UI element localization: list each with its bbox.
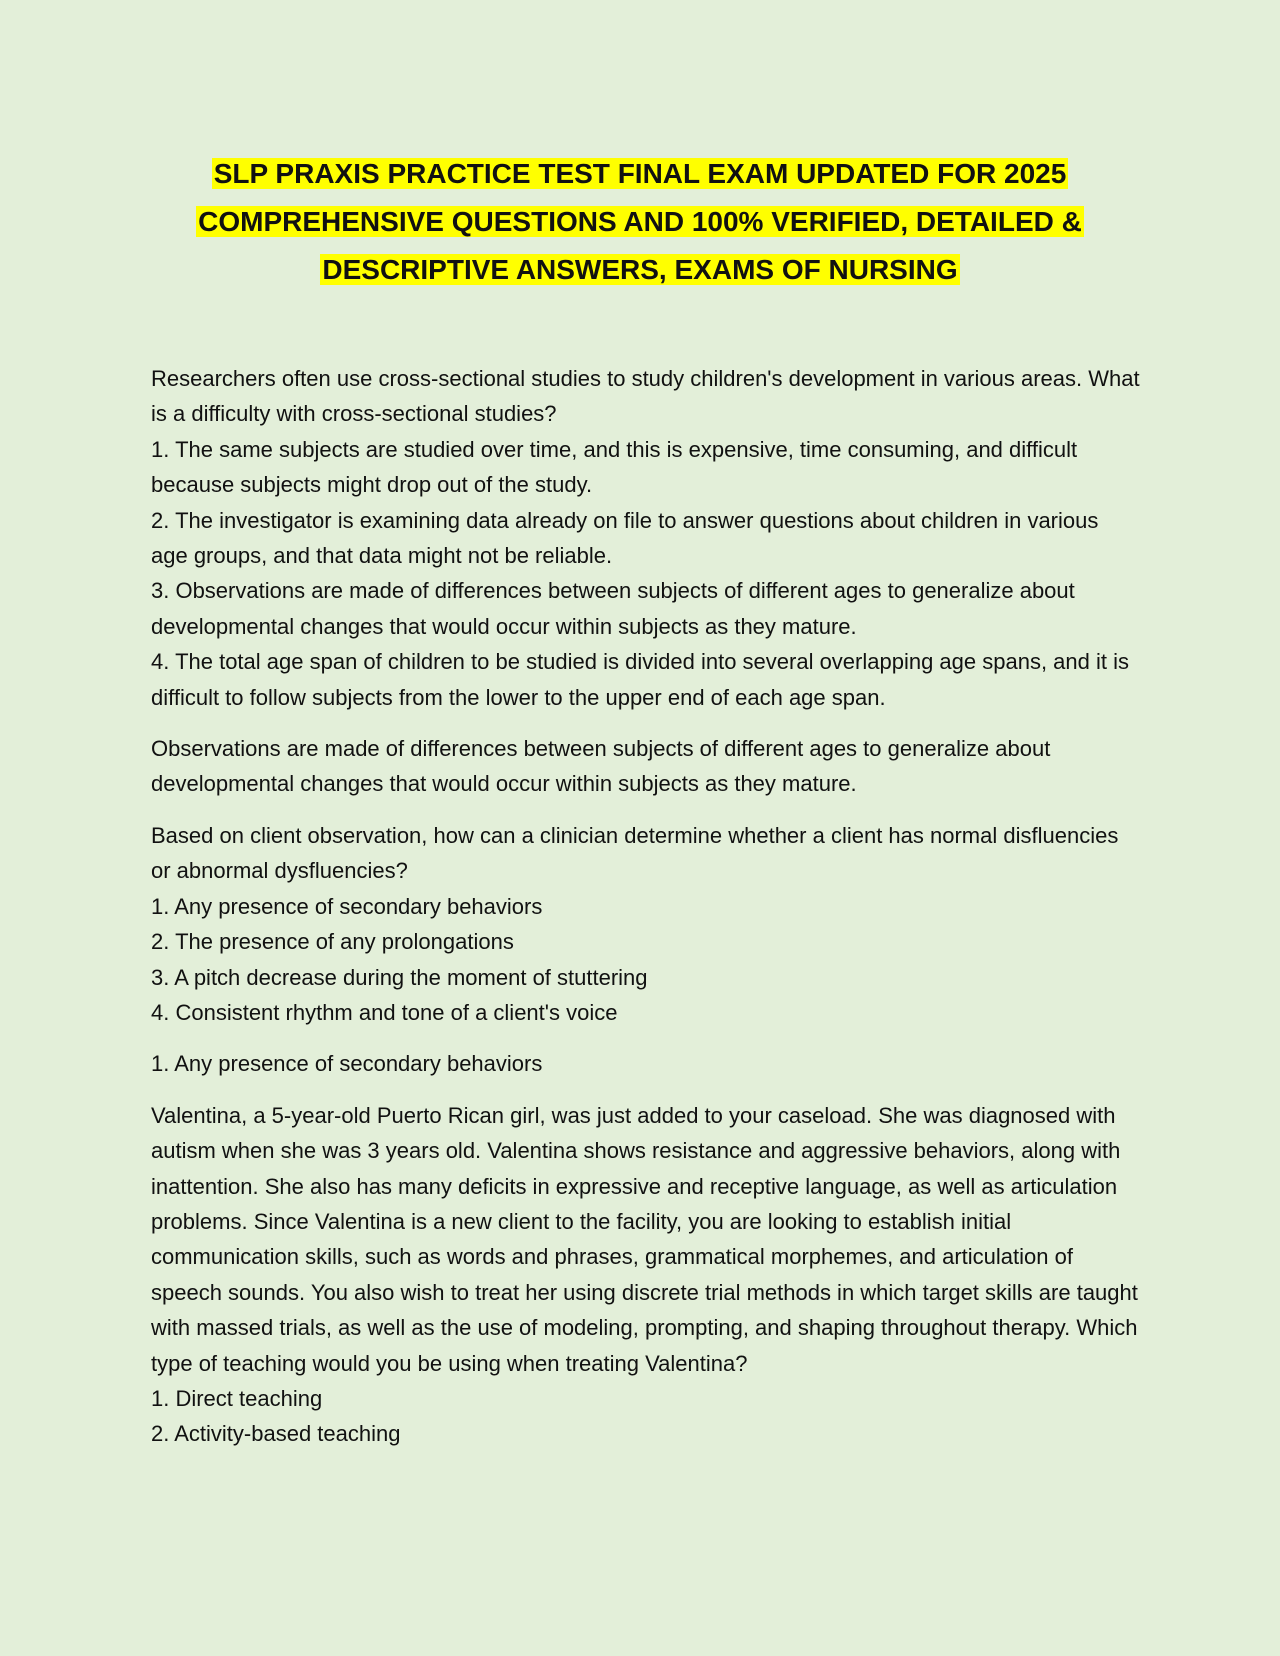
question-1-option-2: 2. The investigator is examining data already on file to answer questions about children in various age groups, and that data might not be reliable. <box>151 507 1099 569</box>
question-2 <box>151 818 1141 1030</box>
title-line-1: SLP PRAXIS PRACTICE TEST FINAL EXAM UPDATED FOR 2025 <box>213 158 1067 189</box>
question-3-option-2: 2. Activity-based teaching <box>151 1421 401 1447</box>
question-3-text: Valentina, a 5-year-old Puerto Rican girl, was just added to your caseload. She was diagnosed with autism when she was 3 years old. Valentina shows resistance and aggressive behaviors, along with inattention. She also has many deficits in expressive and receptive language, as well as articulation problems. Since Valentina is a new client to the facility, you are looking to establish initial communication skills, such as words and phrases, grammatical morphemes, and articulation of speech sounds. You also wish to treat her using discrete trial methods in which target skills are taught with massed trials, as well as the use of modeling, prompting, and shaping throughout therapy. Which type of teaching would you be using when treating Valentina? <box>151 1102 1138 1376</box>
answer-2-text: 1. Any presence of secondary behaviors <box>151 1051 543 1077</box>
document-title <box>150 150 1130 294</box>
title-line-3: DESCRIPTIVE ANSWERS, EXAMS OF NURSING <box>322 254 958 285</box>
question-2-text: Based on client observation, how can a clinician determine whether a client has normal disfluencies or abnormal dysfluencies? <box>151 822 1119 884</box>
question-1-option-1: 1. The same subjects are studied over time, and this is expensive, time consuming, and difficult because subjects might drop out of the study. <box>151 436 1078 498</box>
question-3-option-1: 1. Direct teaching <box>151 1385 323 1411</box>
document-body <box>151 361 1141 1468</box>
answer-2 <box>151 1046 1141 1081</box>
question-1-text: Researchers often use cross-sectional studies to study children's development in various areas. What is a difficulty with cross-sectional studies? <box>151 366 1140 427</box>
title-line-2: COMPREHENSIVE QUESTIONS AND 100% VERIFIED, DETAILED & <box>198 206 1082 237</box>
question-1-option-4: 4. The total age span of children to be studied is divided into several overlapping age spans, and it is difficult to follow subjects from the lower to the upper end of each age span. <box>151 649 1130 710</box>
question-2-option-3: 3. A pitch decrease during the moment of stuttering <box>151 964 648 990</box>
question-1-option-3: 3. Observations are made of differences between subjects of different ages to generalize about developmental changes that would occur within subjects as they mature. <box>151 578 1075 639</box>
question-3 <box>151 1098 1141 1452</box>
answer-1-text: Observations are made of differences between subjects of different ages to generalize about developmental changes that would occur within subjects as they mature. <box>151 736 1051 797</box>
question-2-option-4: 4. Consistent rhythm and tone of a client's voice <box>151 999 618 1025</box>
question-2-option-2: 2. The presence of any prolongations <box>151 929 514 955</box>
question-1 <box>151 361 1141 715</box>
answer-1 <box>151 731 1141 802</box>
question-2-option-1: 1. Any presence of secondary behaviors <box>151 893 543 919</box>
